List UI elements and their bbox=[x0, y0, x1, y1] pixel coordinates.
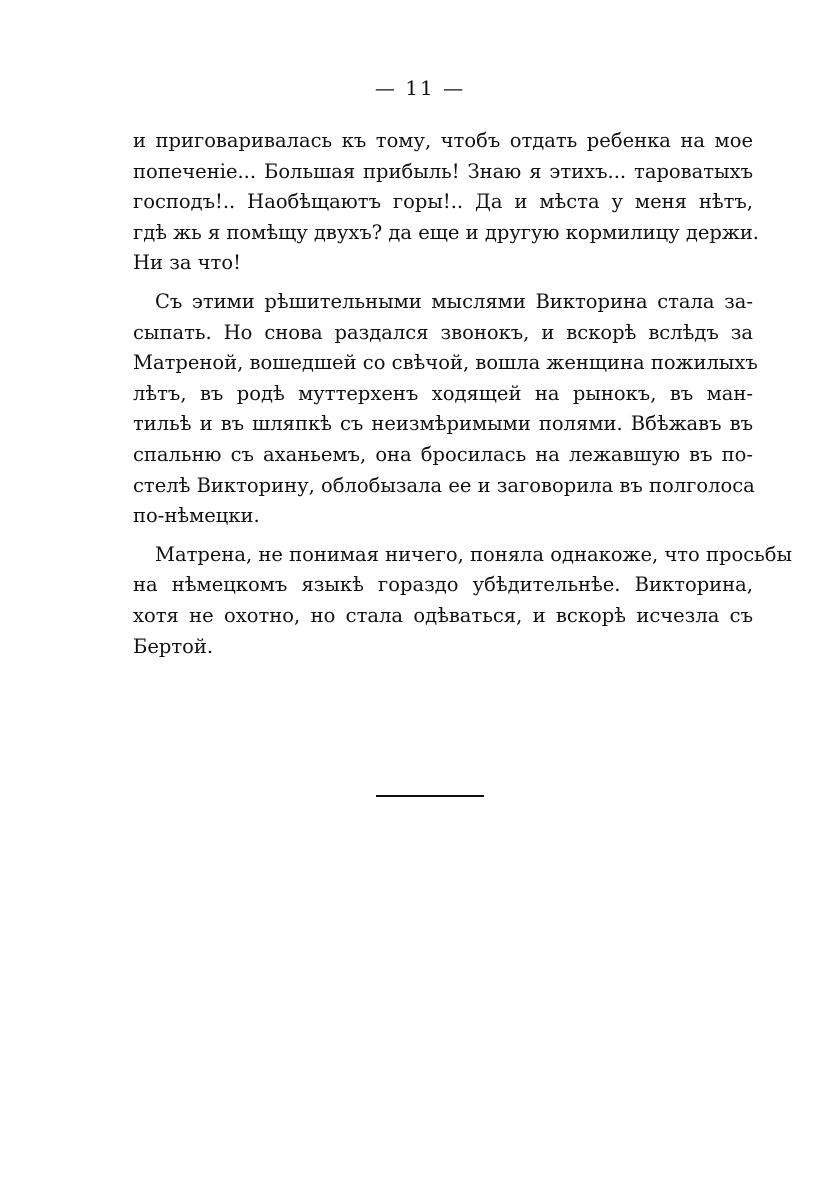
text-line: господъ!.. Наобѣщаютъ горы!.. Да и мѣста у меня нѣтъ, bbox=[133, 190, 753, 214]
paragraph-2 bbox=[133, 287, 758, 532]
text-line: тильѣ и въ шляпкѣ съ неизмѣримыми полями. Вбѣжавъ въ bbox=[133, 412, 753, 436]
paragraph-gap bbox=[133, 532, 753, 540]
text-line: хотя не охотно, но стала одѣваться, и вскорѣ исчезла съ bbox=[133, 603, 753, 627]
text-line: Матрена, не понимая ничего, поняла однакоже, что просьбы bbox=[155, 542, 793, 566]
text-line: лѣтъ, въ родѣ муттерхенъ ходящей на рынокъ, въ ман- bbox=[133, 381, 753, 405]
text-line: Бертой. bbox=[133, 634, 214, 658]
text-line: Матреной, вошедшей со свѣчой, вошла женщина пожилыхъ bbox=[133, 351, 758, 375]
page-number: — 11 — bbox=[374, 76, 466, 100]
text-line: на нѣмецкомъ языкѣ гораздо убѣдительнѣе. Викторина, bbox=[133, 573, 753, 597]
text-line: стелѣ Викторину, облобызала ее и заговорила въ полголоса bbox=[133, 473, 755, 497]
text-line: попеченіе... Большая прибыль! Знаю я этихъ... тароватыхъ bbox=[133, 159, 753, 183]
text-line: сыпать. Но снова раздался звонокъ, и вскорѣ вслѣдъ за bbox=[133, 320, 753, 344]
text-line: спальню съ аханьемъ, она бросилась на лежавшую въ по- bbox=[133, 442, 753, 466]
text-body bbox=[133, 126, 793, 662]
chapter-end-rule bbox=[376, 795, 484, 797]
text-line: Ни за что! bbox=[133, 251, 241, 275]
text-line: и приговаривалась къ тому, чтобъ отдать ребенка на мое bbox=[133, 129, 753, 152]
text-line: гдѣ жь я помѣщу двухъ? да еще и другую кормилицу держи. bbox=[133, 220, 760, 244]
paragraph-3 bbox=[133, 540, 793, 662]
text-line: Съ этими рѣшительными мыслями Викторина стала за- bbox=[155, 289, 753, 313]
paragraph-1 bbox=[133, 126, 760, 279]
text-line: по-нѣмецки. bbox=[133, 504, 260, 528]
paragraph-gap bbox=[133, 279, 753, 287]
